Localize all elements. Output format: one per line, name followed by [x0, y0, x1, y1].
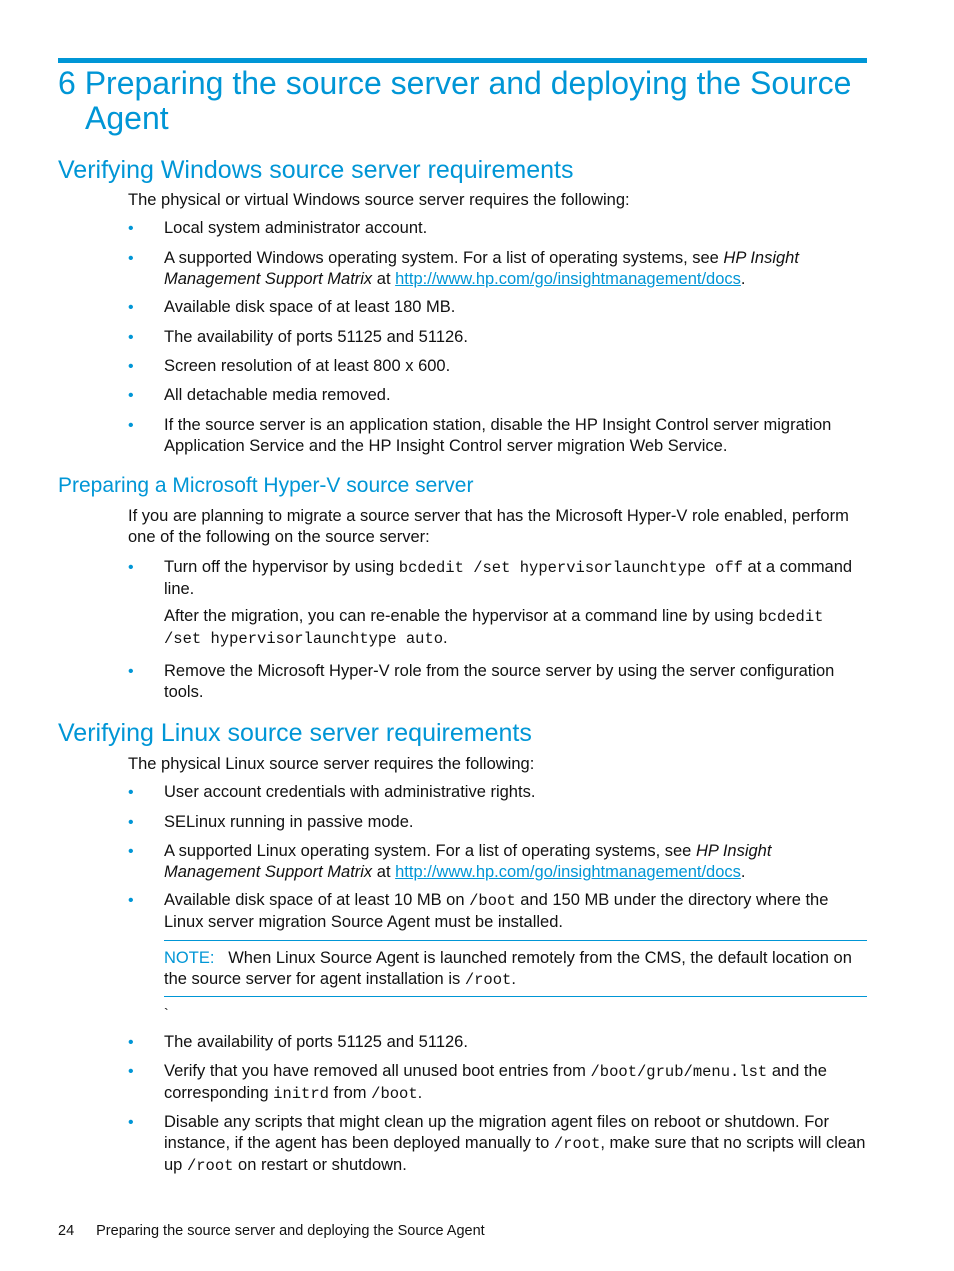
hyperv-after-note: After the migration, you can re-enable the hypervisor at a command line by using bcdedit /set hypervisorlaunchtype auto.	[164, 607, 824, 648]
windows-intro: The physical or virtual Windows source server requires the following:	[128, 191, 630, 209]
bullet-dot-icon: •	[128, 299, 134, 316]
section-heading-windows: Verifying Windows source server requirements	[58, 156, 574, 184]
note-top-rule	[164, 940, 867, 941]
bullet-dot-icon: •	[128, 559, 134, 576]
support-matrix-link[interactable]: http://www.hp.com/go/insightmanagement/docs	[395, 270, 741, 288]
chapter-title: 6 Preparing the source server and deploying the Source Agent	[58, 65, 852, 136]
bullet-dot-icon: •	[128, 784, 134, 801]
section-heading-hyperv: Preparing a Microsoft Hyper-V source server	[58, 474, 474, 497]
bullet-dot-icon: •	[128, 417, 134, 434]
chapter-top-rule	[58, 58, 867, 63]
note-box: NOTE: When Linux Source Agent is launched remotely from the CMS, the default location on the source server for agent installation is /root.	[164, 949, 852, 989]
note-bottom-rule	[164, 996, 867, 997]
bullet-dot-icon: •	[128, 329, 134, 346]
support-matrix-link-linux[interactable]: http://www.hp.com/go/insightmanagement/docs	[395, 863, 741, 881]
bullet-dot-icon: •	[128, 892, 134, 909]
linux-intro: The physical Linux source server requires the following:	[128, 755, 535, 773]
bullet-dot-icon: •	[128, 814, 134, 831]
bullet-dot-icon: •	[128, 387, 134, 404]
note-label: NOTE:	[164, 949, 215, 967]
bullet-dot-icon: •	[128, 220, 134, 237]
page-footer	[58, 1222, 485, 1240]
bullet-dot-icon: •	[128, 843, 134, 860]
footer-title: Preparing the source server and deploying the Source Agent	[96, 1223, 485, 1239]
bullet-dot-icon: •	[128, 1034, 134, 1051]
stray-backtick: `	[164, 1005, 169, 1021]
bullet-dot-icon: •	[128, 1063, 134, 1080]
bullet-dot-icon: •	[128, 358, 134, 375]
hyperv-intro: If you are planning to migrate a source server that has the Microsoft Hyper-V role enabled, perform one of the following on the source server:	[128, 507, 849, 546]
bullet-dot-icon: •	[128, 663, 134, 680]
bullet-dot-icon: •	[128, 250, 134, 267]
bullet-dot-icon: •	[128, 1114, 134, 1131]
section-heading-linux: Verifying Linux source server requirements	[58, 719, 532, 747]
page-number: 24	[58, 1223, 75, 1239]
